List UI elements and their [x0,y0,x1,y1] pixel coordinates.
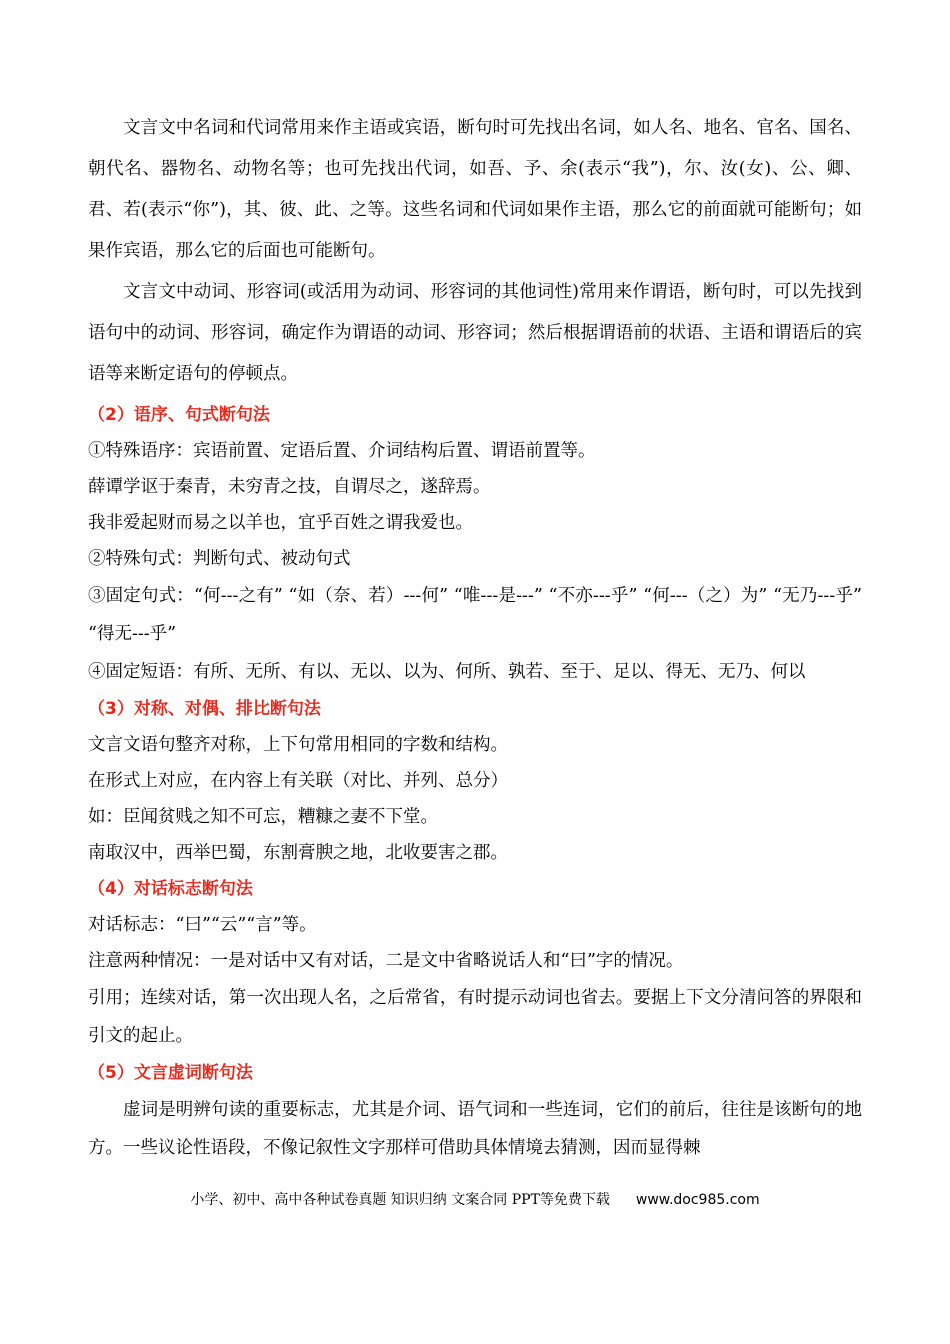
section-heading-word-order: （2）语序、句式断句法 [88,405,270,425]
text-line: ①特殊语序：宾语前置、定语后置、介词结构后置、谓语前置等。 [88,441,596,461]
text-line: 注意两种情况：一是对话中又有对话，二是文中省略说话人和“曰”字的情况。 [88,951,684,971]
section-heading-function-words: （5）文言虚词断句法 [88,1063,253,1083]
section-heading-dialogue: （4）对话标志断句法 [88,879,253,899]
text-line-fixed-phrases: ④固定短语：有所、无所、有以、无以、以为、何所、孰若、至于、足以、得无、无乃、何以 [88,662,806,682]
text-line: 对话标志：“曰”“云”“言”等。 [88,915,317,935]
paragraph-function-words: 虚词是明辨句读的重要标志，尤其是介词、语气词和一些连词，它们的前后，往往是该断句的地方。一些议论性语段，不像记叙性文字那样可借助具体情境去猜测，因而显得棘 [88,1100,862,1158]
text-line: 我非爱起财而易之以羊也，宜乎百姓之谓我爱也。 [88,513,473,533]
text-line: 在形式上对应，在内容上有关联（对比、并列、总分） [88,771,508,791]
footer-text: 小学、初中、高中各种试卷真题 知识归纳 文案合同 PPT等免费下载 [190,1192,610,1208]
paragraph-verbs-adjectives: 文言文中动词、形容词(或活用为动词、形容词的其他词性)常用来作谓语，断句时，可以先找到语句中的动词、形容词，确定作为谓语的动词、形容词；然后根据谓语前的状语、主语和谓语后的宾语等来断定语句的停顿点。 [88,282,862,384]
text-line: 文言文语句整齐对称，上下句常用相同的字数和结构。 [88,735,508,755]
text-line-fixed-patterns: ③固定句式：“何---之有” “如（奈、若）---何” “唯---是---” “不亦---乎” “何---（之）为” “无乃---乎” “得无---乎” [88,586,862,644]
page-footer [0,1186,950,1214]
text-line: 薛谭学讴于秦青，未穷青之技，自谓尽之，遂辞焉。 [88,477,491,497]
document-body [88,108,862,1167]
text-line: 南取汉中，西举巴蜀，东割膏腴之地，北收要害之郡。 [88,843,508,863]
footer-url[interactable]: www.doc985.com [635,1192,760,1208]
section-heading-symmetry: （3）对称、对偶、排比断句法 [88,699,321,719]
paragraph-nouns-pronouns: 文言文中名词和代词常用来作主语或宾语，断句时可先找出名词，如人名、地名、官名、国名、朝代名、器物名、动物名等；也可先找出代词，如吾、予、余(表示“我”)，尔、汝(女)、公、卿、君、若(表示“你”)，其、彼、此、之等。这些名词和代词如果作主语，那么它的前面就可能断句；如果作宾语，那么它的后面也可能断句。 [88,118,862,261]
text-line: 如：臣闻贫贱之知不可忘，糟糠之妻不下堂。 [88,807,438,827]
text-line: ②特殊句式：判断句式、被动句式 [88,549,351,569]
text-line-quotation: 引用；连续对话，第一次出现人名，之后常省，有时提示动词也省去。要据上下文分清问答的界限和引文的起止。 [88,988,862,1046]
